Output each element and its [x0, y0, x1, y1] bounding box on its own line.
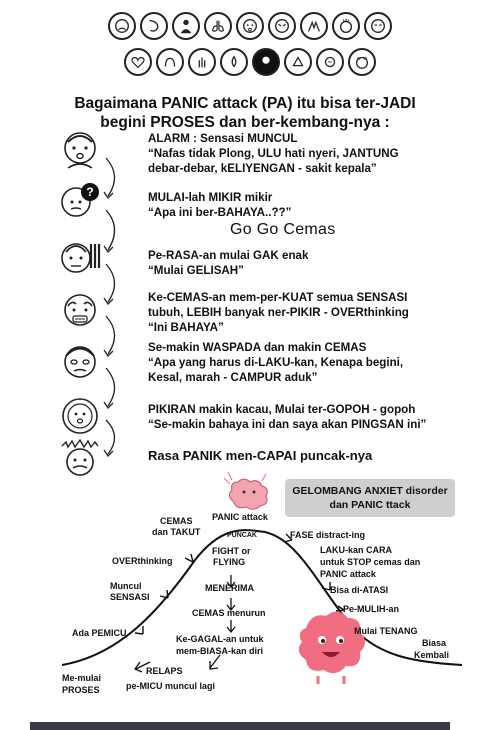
wave-title-box: GELOMBANG ANXIET disorder dan PANIC ttack [285, 479, 455, 517]
anxious-face-icon [58, 128, 102, 172]
hot-face-icon [332, 12, 360, 40]
stomach-ache-icon [316, 48, 344, 76]
title-line-2: begini PROSES dan ber-kembang-nya : [100, 114, 390, 131]
label-fase-distract: FASE distract-ing [290, 530, 366, 540]
step-5-text: Se-makin WASPADA dan makin CEMAS “Apa yang harus di-LAKU-kan, Kenapa begini, Kesal, marah - CAMPUR aduk” [148, 341, 404, 384]
title-line-1: Bagaimana PANIC attack (PA) itu bisa ter-JADI [74, 95, 416, 112]
step-3-text: Pe-RASA-an mulai GAK enak “Mulai GELISAH” [148, 249, 309, 277]
questioning-face-icon [58, 180, 102, 224]
panicked-face-icon [58, 394, 102, 438]
step-7-text: Rasa PANIK men-CAPAI puncak-nya [148, 448, 373, 463]
label-puncak: PUNCAK [227, 532, 257, 539]
chest-icon [156, 48, 184, 76]
label-relaps: RELAPS [146, 666, 183, 676]
hands-icon [300, 12, 328, 40]
label-biasa: Biasa [422, 638, 447, 648]
label-pemicu-lagi: pe-MICU muncul lagi [126, 681, 216, 691]
label-untuk-stop: untuk STOP cemas dan [320, 557, 421, 567]
step-arrow-icon [100, 418, 126, 460]
label-panic-attack-2: PANIC attack [320, 569, 376, 579]
label-panic-attack: PANIC attack [212, 512, 268, 522]
person-icon [172, 12, 200, 40]
label-dan-takut: dan TAKUT [152, 527, 201, 537]
step-arrow-icon [100, 366, 126, 412]
step-1-text: ALARM : Sensasi MUNCUL “Nafas tidak Plong, ULU hati nyeri, JANTUNG debar-debar, kELIYENGAN - sakit kepala” [148, 132, 399, 175]
label-muncul: Muncul [110, 581, 142, 591]
headache-icon [348, 48, 376, 76]
sad-face-icon [108, 12, 136, 40]
label-menerima: MENERIMA [205, 583, 254, 593]
label-pemulihan: Pe-MULIH-an [343, 604, 399, 614]
label-mulai-tenang: Mulai TENANG [354, 626, 418, 636]
panic-blob-icon [224, 472, 267, 509]
watermark-text: Go Go Cemas [230, 221, 336, 238]
overthinking-face-icon [58, 290, 102, 334]
label-proses: PROSES [62, 685, 100, 695]
label-flying: FLYING [213, 557, 246, 567]
step-arrow-icon [100, 208, 126, 256]
worried-face-icon [236, 12, 264, 40]
step-arrow-icon [100, 156, 126, 202]
step-arrow-icon [100, 262, 126, 308]
step-arrow-icon [100, 314, 126, 360]
step-4-text: Ke-CEMAS-an mem-per-KUAT semua SENSASI tubuh, LEBIH banyak ner-PIKIR - OVERthinking “Ini BAHAYA” [148, 291, 409, 334]
symptom-icon-strip [108, 6, 398, 86]
person-silhouette-icon [252, 48, 280, 76]
step-2-text: MULAI-lah MIKIR mikir “Apa ini ber-BAHAYA..??” [148, 191, 292, 219]
label-overthinking: OVERthinking [112, 556, 173, 566]
label-sensasi: SENSASI [110, 592, 150, 602]
label-cemas-menurun: CEMAS menurun [192, 608, 266, 618]
label-cemas: CEMAS [160, 516, 193, 526]
step-6-text: PIKIRAN makin kacau, Mulai ter-GOPOH - gopoh “Se-makin bahaya ini dan saya akan PINGSAN ini” [148, 403, 427, 431]
label-laku-kan: LAKU-kan CARA [320, 545, 392, 555]
alert-face-icon [58, 342, 102, 386]
sweat-icon [220, 48, 248, 76]
stomach-icon [140, 12, 168, 40]
label-mem-biasa: mem-BIASA-kan diri [176, 646, 264, 656]
shaking-hand-icon [188, 48, 216, 76]
label-me-mulai: Me-mulai [62, 673, 102, 683]
faint-face-icon [364, 12, 392, 40]
calm-character-icon [299, 611, 365, 684]
label-fight: FIGHT or [212, 546, 251, 556]
bottom-bar [30, 722, 450, 730]
uneasy-face-icon [58, 236, 102, 280]
label-ada-pemicu: Ada PEMICU [72, 628, 127, 638]
label-bisa-atasi: Bisa di-ATASI [330, 585, 389, 595]
svg-text:?: ? [86, 185, 94, 199]
page-title [70, 94, 420, 132]
label-kembali: Kembali [414, 650, 450, 660]
label-kegagalan: Ke-GAGAL-an untuk [176, 634, 264, 644]
lungs-icon [204, 12, 232, 40]
heart-pulse-icon [124, 48, 152, 76]
numb-hand-icon [284, 48, 312, 76]
dizzy-face-icon [268, 12, 296, 40]
